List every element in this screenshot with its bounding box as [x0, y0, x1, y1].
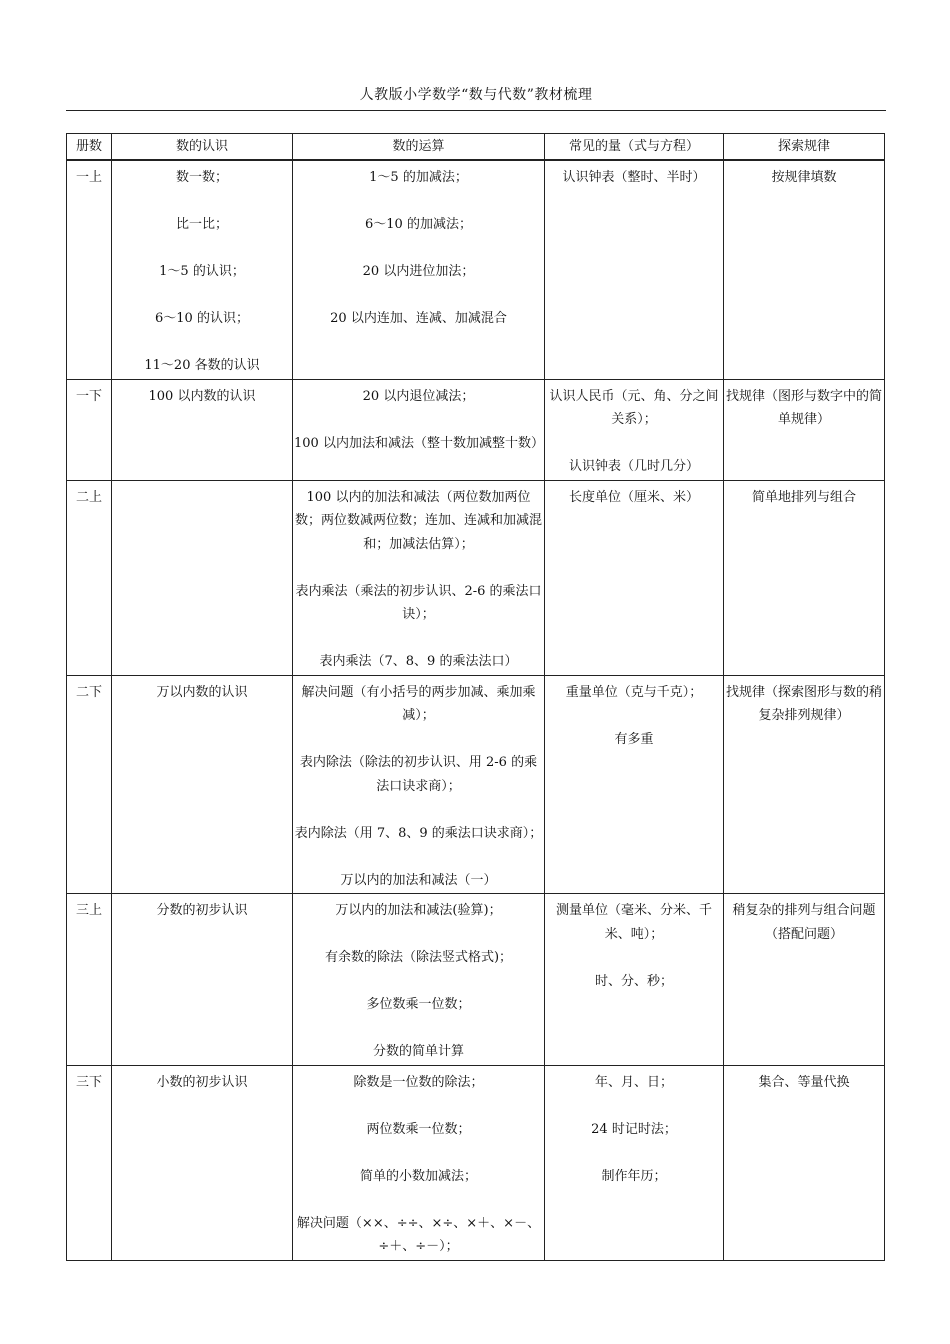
cell-entry: 11～20 各数的认识	[144, 358, 260, 373]
cell-entry: 6～10 的认识；	[155, 311, 249, 326]
cell-entry: 多位数乘一位数；	[366, 997, 471, 1012]
cell-entry: 认识人民币（元、角、分之间关系）；	[549, 388, 719, 427]
operations-cell	[293, 160, 545, 379]
quantities-cell	[545, 160, 724, 379]
curriculum-table	[66, 133, 885, 1261]
quantities-cell	[545, 894, 724, 1066]
column-header-quantities: 常见的量（式与方程）	[545, 134, 724, 161]
grade-cell: 一下	[67, 379, 112, 480]
cell-entry: 简单地排列与组合	[751, 489, 856, 505]
operations-cell	[293, 379, 545, 480]
numbers-cell	[112, 894, 293, 1066]
operations-cell	[293, 480, 545, 675]
column-header-patterns: 探索规律	[724, 134, 885, 161]
quantities-cell	[545, 379, 724, 480]
cell-entry: 20 以内退位减法；	[362, 388, 475, 404]
cell-entry: 有余数的除法（除法竖式格式)；	[324, 950, 513, 965]
column-header-grade: 册数	[67, 134, 112, 161]
table-row	[67, 160, 885, 379]
cell-entry: 解决问题（有小括号的两步加减、乘加乘减）；	[301, 684, 536, 723]
cell-entry: 小数的初步认识	[156, 1074, 248, 1090]
cell-entry: 1～5 的加减法；	[369, 170, 468, 185]
cell-entry: 年、月、日；	[594, 1074, 673, 1090]
cell-entry: 有多重	[614, 731, 654, 747]
grade-cell: 一上	[67, 160, 112, 379]
grade-cell: 三下	[67, 1065, 112, 1260]
numbers-cell	[112, 379, 293, 480]
operations-cell	[293, 894, 545, 1066]
cell-entry: 认识钟表（整时、半时）	[562, 170, 706, 185]
cell-entry: 表内乘法（7、8、9 的乘法法口）	[319, 654, 518, 669]
cell-entry: 除数是一位数的除法；	[353, 1074, 484, 1090]
cell-entry: 数一数；	[175, 170, 228, 185]
cell-entry: 两位数乘一位数；	[366, 1121, 471, 1137]
quantities-cell	[545, 675, 724, 894]
quantities-cell	[545, 1065, 724, 1260]
cell-entry: 测量单位（毫米、分米、千米、吨）；	[555, 903, 712, 942]
cell-entry: 认识钟表（几时几分）	[568, 459, 699, 474]
patterns-cell	[724, 480, 885, 675]
cell-entry: 20 以内连加、连减、加减混合	[330, 311, 507, 326]
cell-entry: 解决问题（××、÷÷、×÷、×＋、×－、÷＋、÷－）；	[296, 1215, 541, 1254]
cell-entry: 6～10 的加减法；	[365, 217, 472, 232]
cell-entry: 稍复杂的排列与组合问题（搭配问题）	[732, 903, 876, 942]
column-header-numbers: 数的认识	[112, 134, 293, 161]
cell-entry: 100 以内数的认识	[148, 388, 256, 404]
cell-entry: 找规律（图形与数字中的简单规律）	[725, 388, 882, 427]
patterns-cell	[724, 160, 885, 379]
numbers-cell	[112, 160, 293, 379]
numbers-cell	[112, 675, 293, 894]
grade-cell: 二下	[67, 675, 112, 894]
cell-entry: 比一比；	[175, 217, 228, 232]
table-header-row	[67, 134, 885, 161]
cell-entry: 20 以内进位加法；	[362, 264, 475, 279]
cell-entry: 简单的小数加减法；	[359, 1168, 477, 1184]
cell-entry: 万以内数的认识	[156, 684, 248, 700]
cell-entry: 24 时记时法；	[591, 1121, 677, 1137]
table-row	[67, 894, 885, 1066]
grade-cell: 二上	[67, 480, 112, 675]
cell-entry: 集合、等量代换	[758, 1074, 850, 1090]
cell-entry: 100 以内加法和减法（整十数加减整十数）	[294, 435, 544, 451]
column-header-operations: 数的运算	[293, 134, 545, 161]
cell-entry: 1～5 的认识；	[159, 264, 245, 279]
patterns-cell	[724, 379, 885, 480]
numbers-cell	[112, 1065, 293, 1260]
cell-entry: 时、分、秒；	[594, 973, 673, 989]
table-row	[67, 675, 885, 894]
page-title: 人教版小学数学“数与代数”教材梳理	[359, 87, 593, 103]
cell-entry: 分数的简单计算	[372, 1044, 464, 1059]
quantities-cell	[545, 480, 724, 675]
grade-cell: 三上	[67, 894, 112, 1066]
patterns-cell	[724, 1065, 885, 1260]
patterns-cell	[724, 675, 885, 894]
table-row	[67, 379, 885, 480]
cell-entry: 分数的初步认识	[156, 903, 248, 918]
cell-entry: 长度单位（厘米、米）	[568, 489, 699, 505]
cell-entry: 100 以内的加法和减法（两位数加两位数；两位数减两位数；连加、连减和加减混和；加减法估算）；	[294, 489, 542, 552]
cell-entry: 表内除法（用 7、8、9 的乘法口诀求商）；	[294, 825, 543, 841]
cell-entry: 重量单位（克与千克）；	[565, 684, 703, 700]
cell-entry: 万以内的加法和减法（一）	[340, 872, 497, 888]
cell-entry: 按规律填数	[771, 170, 837, 185]
header-divider	[66, 110, 886, 111]
cell-entry: 表内乘法（乘法的初步认识、2-6 的乘法口诀）；	[295, 583, 542, 622]
table-row	[67, 1065, 885, 1260]
cell-entry: 找规律（探索图形与数的稍复杂排列规律）	[725, 684, 882, 723]
cell-entry: 万以内的加法和减法(验算)；	[335, 903, 502, 918]
patterns-cell	[724, 894, 885, 1066]
numbers-cell	[112, 480, 293, 675]
operations-cell	[293, 1065, 545, 1260]
cell-entry: 表内除法（除法的初步认识、用 2-6 的乘法口诀求商）；	[299, 755, 538, 794]
cell-entry: 制作年历；	[601, 1168, 667, 1184]
operations-cell	[293, 675, 545, 894]
table-row	[67, 480, 885, 675]
